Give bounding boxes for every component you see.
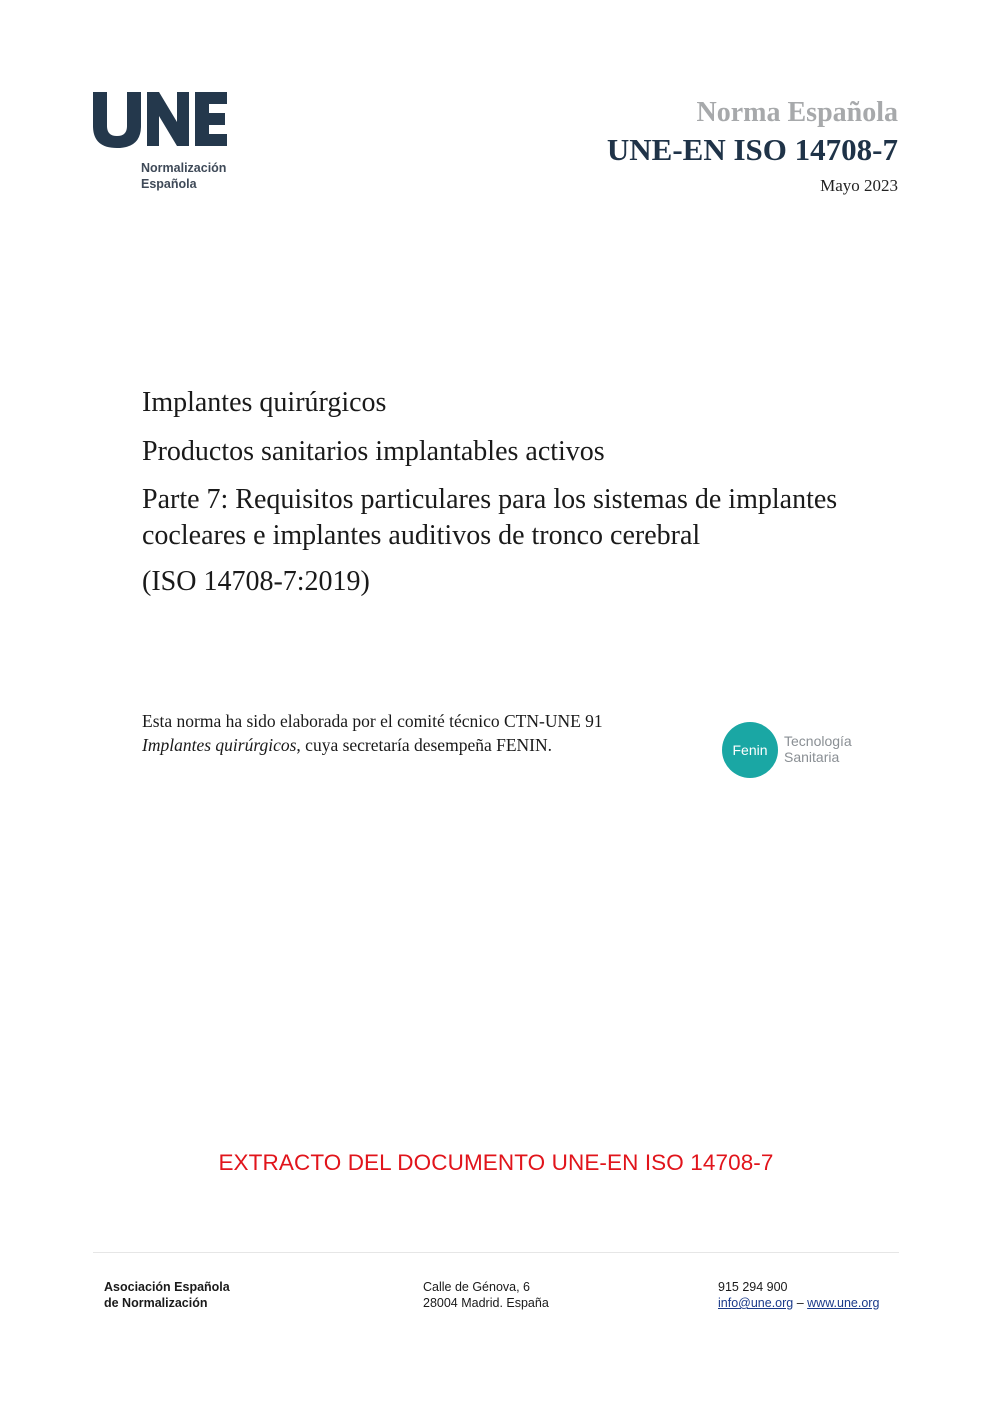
title-line-1: Implantes quirúrgicos: [142, 387, 387, 418]
footer-organization: [104, 1279, 230, 1311]
une-logo-subtitle: [141, 160, 226, 192]
footer-address: [423, 1279, 549, 1311]
footer-org-line2: de Normalización: [104, 1296, 208, 1310]
title-line-2: Productos sanitarios implantables activos: [142, 436, 605, 467]
footer-phone: 915 294 900: [718, 1280, 788, 1294]
committee-text-after: , cuya secretaría desempeña FENIN.: [296, 735, 553, 755]
fenin-logo: [722, 722, 872, 778]
title-line-3: Parte 7: Requisitos particulares para los sistemas de implantes cocleares e implantes auditivos de tronco cerebral: [142, 484, 838, 551]
fenin-tagline-line1: Tecnología: [784, 733, 852, 749]
fenin-circle-text: Fenin: [732, 742, 768, 758]
logo-sub-line1: Normalización: [141, 161, 227, 175]
footer-contact: [718, 1279, 879, 1311]
norm-code: UNE-EN ISO 14708-7: [606, 132, 898, 167]
email-link[interactable]: info@une.org: [718, 1296, 794, 1310]
footer-link-separator: –: [793, 1296, 808, 1310]
committee-name: Implantes quirúrgicos: [142, 735, 297, 755]
footer-links: [718, 1295, 879, 1311]
une-logo: [93, 88, 273, 191]
footer-divider: [93, 1252, 899, 1253]
une-logo-mark-icon: [93, 88, 233, 150]
document-titles: [142, 385, 862, 600]
title-line-4: (ISO 14708-7:2019): [142, 566, 370, 597]
fenin-circle-icon: [722, 722, 778, 778]
fenin-tagline: [784, 733, 852, 765]
footer-org-line1: Asociación Española: [104, 1280, 230, 1294]
committee-note: [142, 709, 612, 757]
committee-text-before: Esta norma ha sido elaborada por el comité técnico CTN-UNE 91: [142, 711, 603, 731]
norm-label: Norma Española: [696, 97, 898, 128]
footer-address-line2: 28004 Madrid. España: [423, 1296, 549, 1310]
fenin-tagline-line2: Sanitaria: [784, 749, 840, 765]
norm-header: [607, 96, 898, 196]
extract-notice: EXTRACTO DEL DOCUMENTO UNE-EN ISO 14708-7: [218, 1150, 774, 1175]
website-link[interactable]: www.une.org: [807, 1296, 880, 1310]
logo-sub-line2: Española: [141, 177, 197, 191]
norm-date: Mayo 2023: [820, 176, 898, 195]
footer-address-line1: Calle de Génova, 6: [423, 1280, 531, 1294]
